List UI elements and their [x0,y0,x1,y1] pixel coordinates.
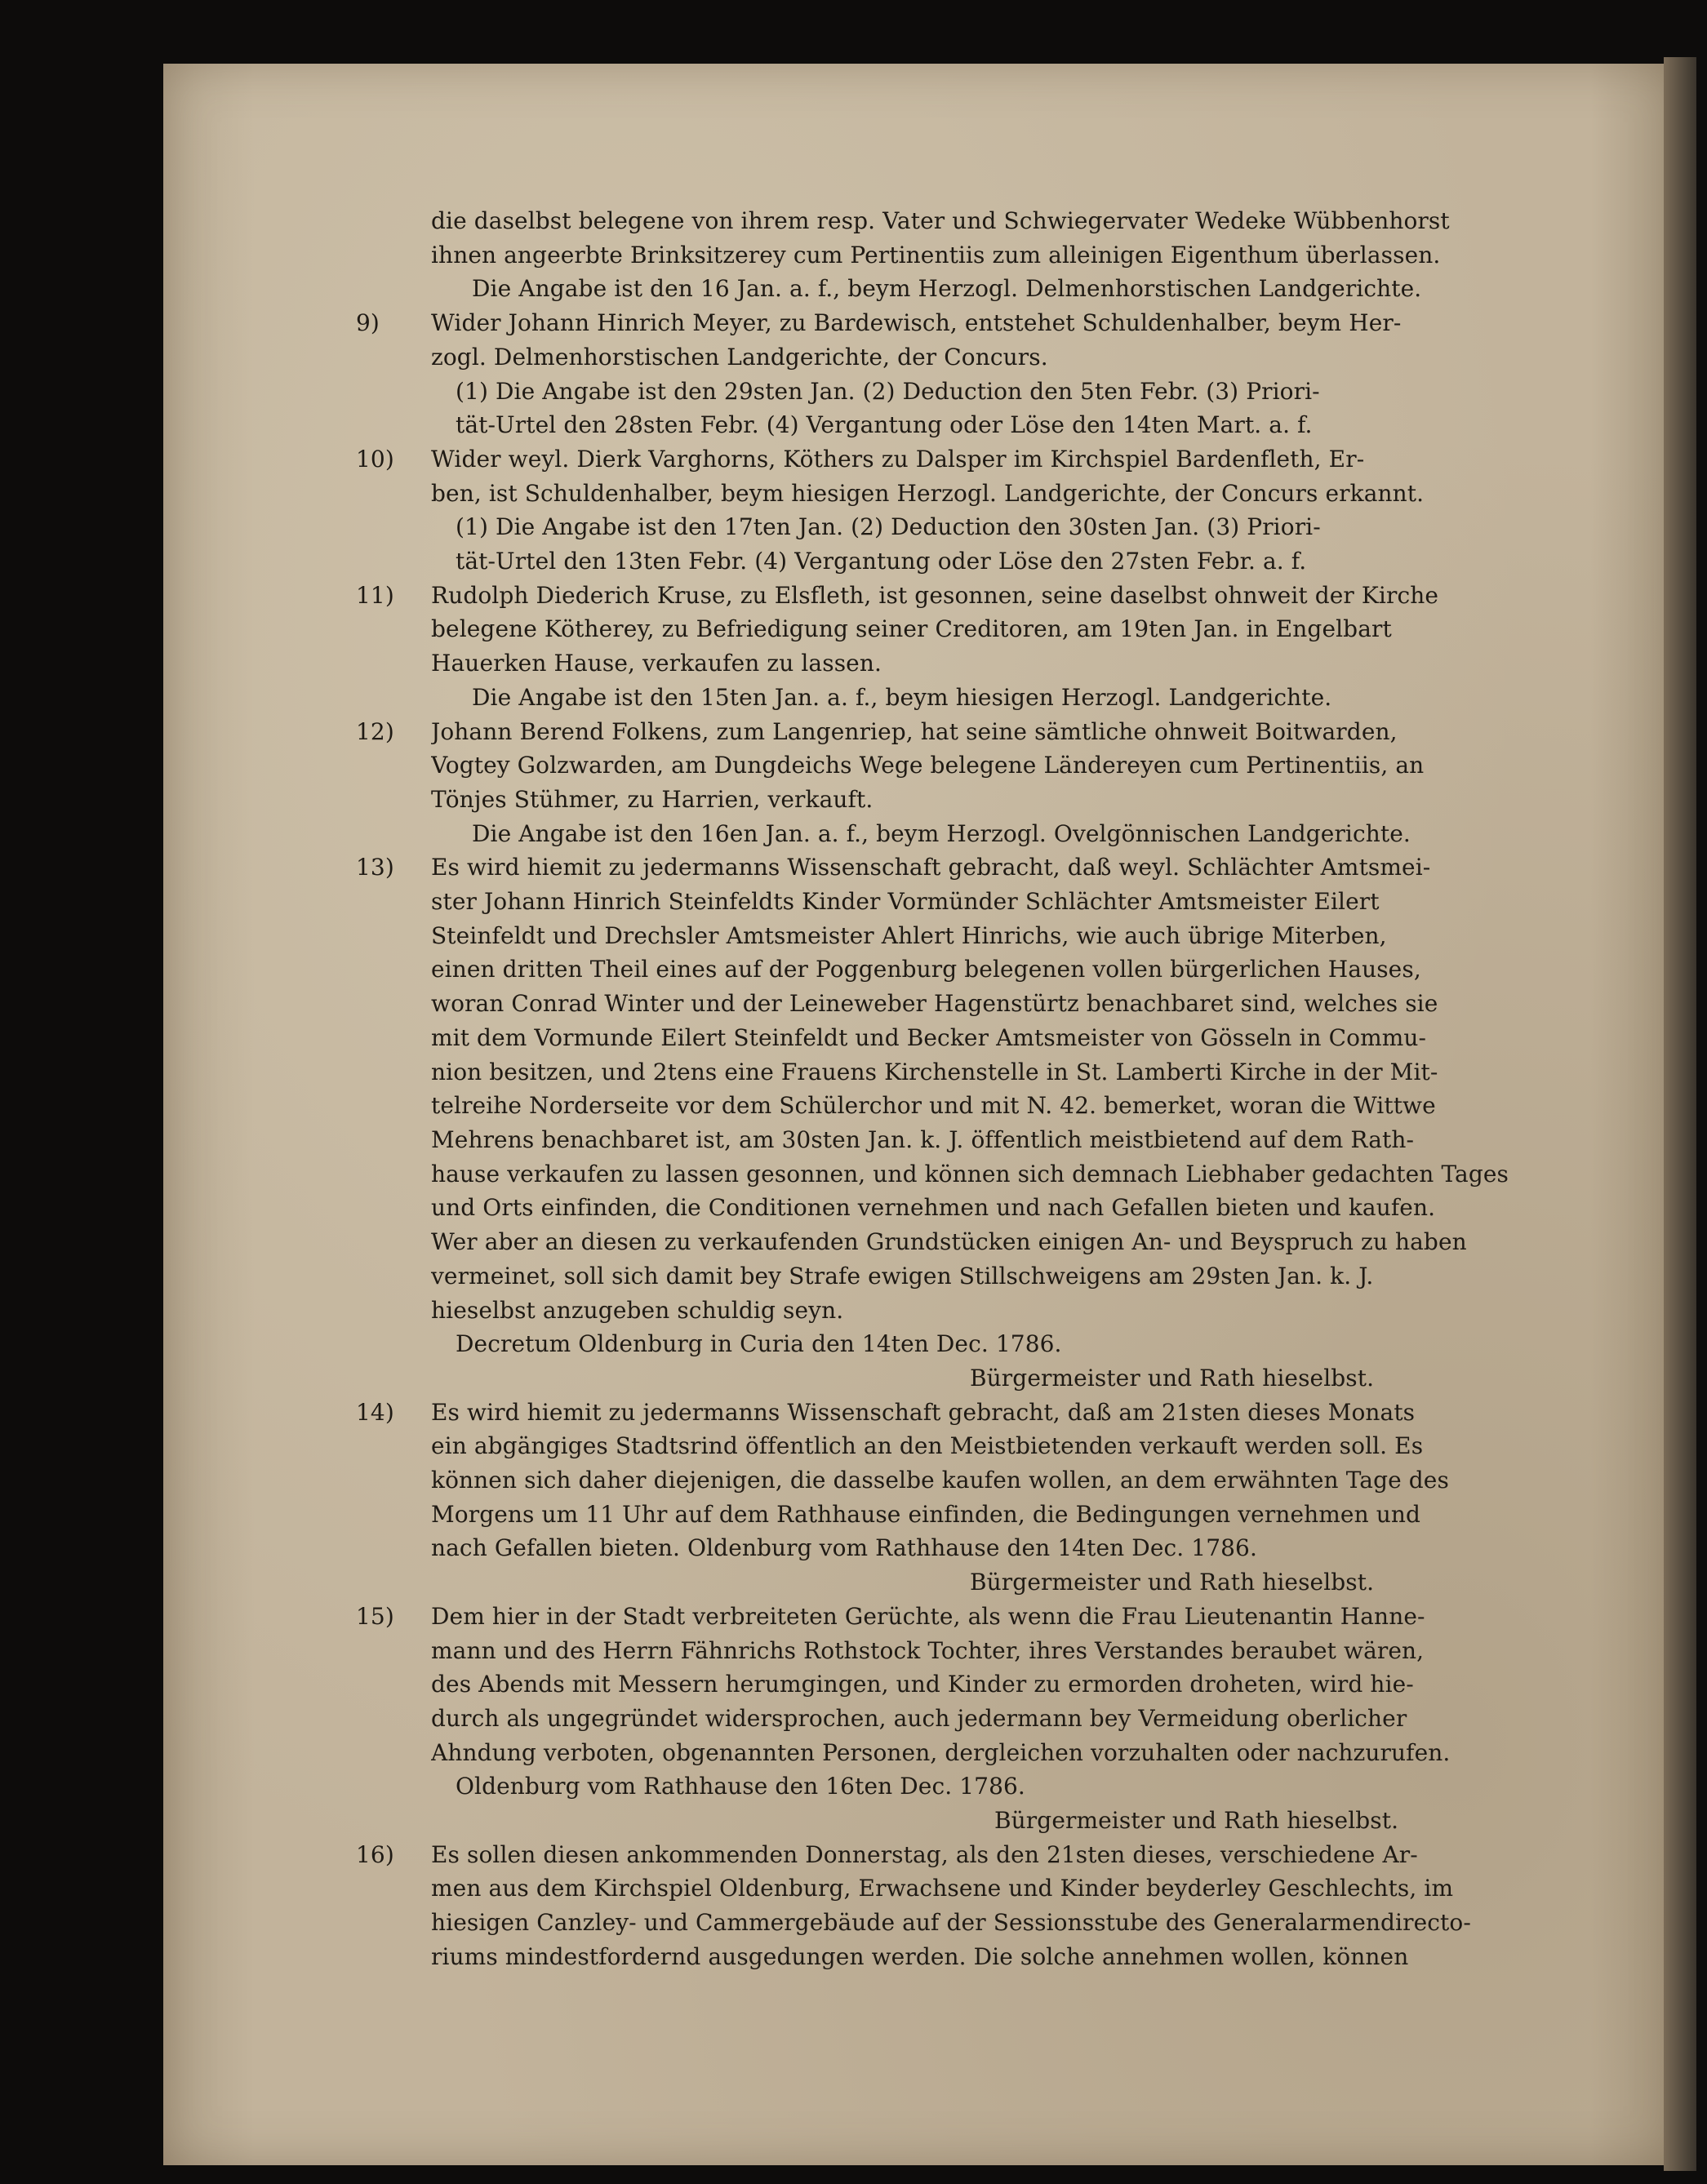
text-line: können sich daher diejenigen, die dasselbe kaufen wollen, an dem erwähnten Tage des [431,1467,1449,1494]
text-line: men aus dem Kirchspiel Oldenburg, Erwachsene und Kinder beyderley Geschlechts, im [431,1875,1454,1902]
text-line: ein abgängiges Stadtsrind öffentlich an den Meistbietenden verkauft werden soll. Es [431,1432,1424,1460]
text-line: Johann Berend Folkens, zum Langenriep, hat seine sämtliche ohnweit Boitwarden, [431,717,1398,745]
text-line: Wider weyl. Dierk Varghorns, Köthers zu Dalsper im Kirchspiel Bardenfleth, Er- [431,445,1365,473]
text-line: telreihe Norderseite vor dem Schülerchor und mit N. 42. bemerket, woran die Wittwe [431,1092,1436,1120]
text-line: Die Angabe ist den 15ten Jan. a. f., beym hiesigen Herzogl. Landgerichte. [472,683,1332,711]
text-line: ben, ist Schuldenhalber, beym hiesigen Herzogl. Landgerichte, der Concurs erkannt. [431,479,1425,507]
text-line: Morgens um 11 Uhr auf dem Rathhause einfinden, die Bedingungen vernehmen und [431,1500,1420,1528]
text-line: Bürgermeister und Rath hieselbst. [994,1807,1399,1835]
text-line: Ahndung verboten, obgenannten Personen, dergleichen vorzuhalten oder nachzurufen. [431,1738,1451,1766]
text-line: die daselbst belegene von ihrem resp. Vater und Schwiegervater Wedeke Wübbenhorst [431,207,1450,234]
entry-number: 14) [356,1398,394,1426]
notice-entry [356,579,1558,715]
text-line: zogl. Delmenhorstischen Landgerichte, der Concurs. [431,343,1048,371]
page-edge [1664,57,1696,2171]
text-line: nion besitzen, und 2tens eine Frauens Kirchenstelle in St. Lamberti Kirche in der Mit- [431,1058,1438,1085]
text-line: Bürgermeister und Rath hieselbst. [970,1569,1375,1596]
text-line: ster Johann Hinrich Steinfeldts Kinder Vormünder Schlächter Amtsmeister Eilert [431,888,1380,916]
text-line: nach Gefallen bieten. Oldenburg vom Rathhause den 14ten Dec. 1786. [431,1534,1257,1562]
text-line: Es wird hiemit zu jedermanns Wissenschaft gebracht, daß am 21sten dieses Monats [431,1398,1416,1426]
text-line: (1) Die Angabe ist den 17ten Jan. (2) Deduction den 30sten Jan. (3) Priori- [456,513,1321,541]
text-line: des Abends mit Messern herumgingen, und Kinder zu ermorden droheten, wird hie- [431,1671,1414,1698]
text-line: Die Angabe ist den 16en Jan. a. f., beym Herzogl. Ovelgönnischen Landgerichte. [472,819,1411,847]
document-body [356,204,1558,1974]
text-line: mit dem Vormunde Eilert Steinfeldt und Becker Amtsmeister von Gösseln in Commu- [431,1023,1427,1051]
notice-entry [356,442,1558,579]
text-line: belegene Kötherey, zu Befriedigung seiner Creditoren, am 19ten Jan. in Engelbart [431,615,1392,643]
text-line: hieselbst anzugeben schuldig seyn. [431,1296,844,1324]
text-line: einen dritten Theil eines auf der Poggenburg belegenen vollen bürgerlichen Hauses, [431,956,1421,983]
text-line: Oldenburg vom Rathhause den 16ten Dec. 1786. [456,1773,1025,1800]
text-line: vermeinet, soll sich damit bey Strafe ewigen Stillschweigens am 29sten Jan. k. J. [431,1262,1374,1290]
entry-number: 10) [356,445,394,473]
notice-entry [356,1838,1558,1974]
text-line: Dem hier in der Stadt verbreiteten Gerüchte, als wenn die Frau Lieutenantin Hanne- [431,1602,1425,1630]
text-line: Die Angabe ist den 16 Jan. a. f., beym Herzogl. Delmenhorstischen Landgerichte. [472,275,1422,303]
text-line: tät-Urtel den 28sten Febr. (4) Vergantung oder Löse den 14ten Mart. a. f. [456,411,1313,439]
text-line: Mehrens benachbaret ist, am 30sten Jan. k. J. öffentlich meistbietend auf dem Rath- [431,1125,1415,1153]
notice-entry [356,850,1558,1395]
notice-entry [356,1600,1558,1838]
text-line: hause verkaufen zu lassen gesonnen, und können sich demnach Liebhaber gedachten Tages [431,1160,1509,1187]
entry-number: 15) [356,1602,394,1630]
text-line: Hauerken Hause, verkaufen zu lassen. [431,650,882,677]
notice-continuation [431,204,1558,306]
notice-entry [356,715,1558,851]
text-line: hiesigen Canzley- und Cammergebäude auf der Sessionsstube des Generalarmendirecto- [431,1909,1471,1937]
entry-number: 11) [356,581,394,609]
text-line: Steinfeldt und Drechsler Amtsmeister Ahlert Hinrichs, wie auch übrige Miterben, [431,921,1387,949]
entry-number: 12) [356,717,394,745]
notice-entry [356,1396,1558,1600]
text-line: Wider Johann Hinrich Meyer, zu Bardewisch, entstehet Schuldenhalber, beym Her- [431,309,1402,337]
text-line: (1) Die Angabe ist den 29sten Jan. (2) Deduction den 5ten Febr. (3) Priori- [456,377,1320,405]
text-line: Tönjes Stühmer, zu Harrien, verkauft. [431,785,874,813]
text-line: Es sollen diesen ankommenden Donnerstag, als den 21sten dieses, verschiedene Ar- [431,1840,1418,1868]
notice-entry [356,306,1558,442]
text-line: Wer aber an diesen zu verkaufenden Grundstücken einigen An- und Beyspruch zu haben [431,1228,1467,1256]
text-line: Es wird hiemit zu jedermanns Wissenschaft gebracht, daß weyl. Schlächter Amtsmei- [431,854,1431,881]
text-line: und Orts einfinden, die Conditionen vernehmen und nach Gefallen bieten und kaufen. [431,1194,1436,1222]
text-line: durch als ungegründet widersprochen, auch jedermann bey Vermeidung oberlicher [431,1704,1407,1732]
text-line: Decretum Oldenburg in Curia den 14ten Dec. 1786. [456,1330,1062,1358]
text-line: riums mindestfordernd ausgedungen werden. Die solche annehmen wollen, können [431,1942,1409,1970]
text-line: Rudolph Diederich Kruse, zu Elsfleth, ist gesonnen, seine daselbst ohnweit der Kirche [431,581,1439,609]
entry-number: 16) [356,1840,394,1868]
entry-number: 13) [356,854,394,881]
entry-number: 9) [356,309,380,337]
text-line: woran Conrad Winter und der Leineweber Hagenstürtz benachbaret sind, welches sie [431,990,1438,1018]
text-line: ihnen angeerbte Brinksitzerey cum Pertinentiis zum alleinigen Eigenthum überlassen. [431,241,1441,269]
text-line: Bürgermeister und Rath hieselbst. [970,1364,1375,1392]
text-line: mann und des Herrn Fähnrichs Rothstock Tochter, ihres Verstandes beraubet wären, [431,1636,1425,1664]
text-line: Vogtey Golzwarden, am Dungdeichs Wege belegene Ländereyen cum Pertinentiis, an [431,752,1425,779]
text-line: tät-Urtel den 13ten Febr. (4) Vergantung oder Löse den 27sten Febr. a. f. [456,548,1307,575]
